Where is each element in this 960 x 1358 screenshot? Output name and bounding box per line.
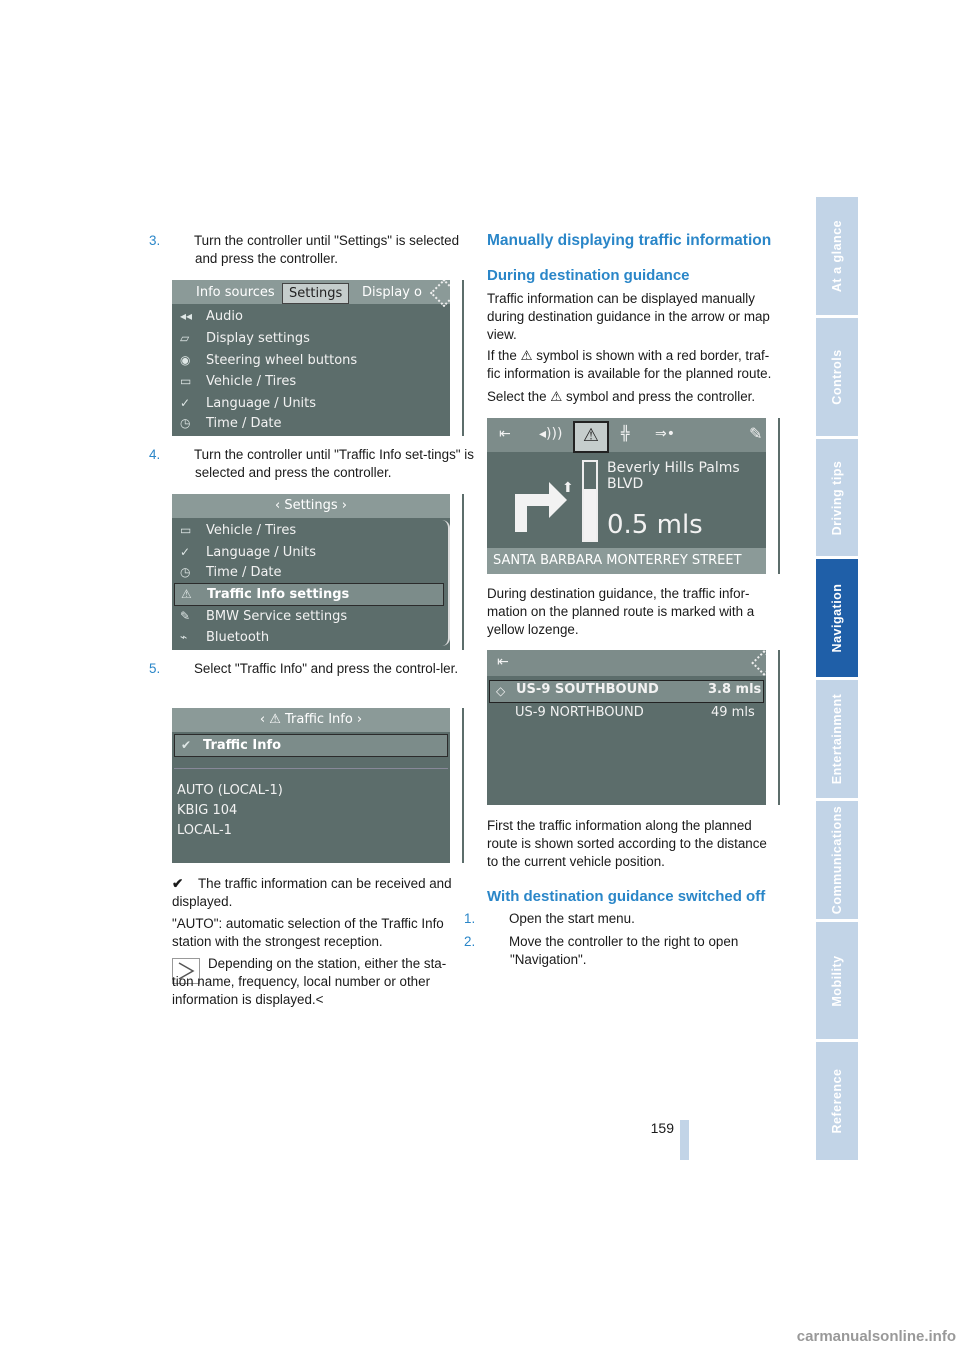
language-icon: ✓ (180, 545, 191, 559)
tab-display: Display o (362, 285, 423, 300)
car-icon: ▭ (180, 374, 192, 388)
menu-item: ◉ Steering wheel buttons (180, 350, 444, 371)
menu-item: ✎ BMW Service settings (180, 606, 444, 627)
traffic-warning-icon: ⚠ (181, 587, 192, 601)
step-4 (149, 446, 487, 482)
settings-list-screenshot (172, 494, 464, 650)
traffic-info-title-bar: ‹ ⚠ Traffic Info › (172, 708, 450, 732)
checkmark-icon: ✔ (172, 876, 184, 891)
clock-icon: ◷ (180, 416, 191, 430)
traffic-info-title: Traffic Info (285, 712, 353, 727)
auto-para: "AUTO": automatic selection of the Traffic Info station with the strongest reception. (172, 916, 444, 949)
menu-item: ⌁ Bluetooth (180, 627, 444, 648)
bluetooth-icon: ⌁ (180, 630, 188, 644)
step-text: Open the start menu. (509, 911, 635, 926)
street-name: Beverly Hills Palms BLVD (607, 460, 740, 492)
route-arrow-icon: ⇒• (655, 426, 675, 442)
display-icon: ▱ (180, 331, 190, 345)
menu-item: ✓ Language / Units (180, 542, 444, 563)
subsection-heading: With destination guidance switched off (487, 888, 766, 905)
lozenge-icon: ◇ (496, 684, 506, 698)
step-1 (464, 910, 802, 928)
step-text: Turn the controller until "Settings" is selected and press the controller. (194, 233, 460, 266)
cross-street: SANTA BARBARA MONTERREY STREET (493, 553, 742, 568)
step-5 (149, 660, 487, 678)
settings-menu-screenshot (172, 280, 464, 436)
check-para: ✔ The traffic information can be received and displayed. (172, 876, 452, 909)
settings-title-bar: ‹ Settings › (172, 494, 450, 518)
tab-settings: Settings (282, 283, 349, 304)
chapter-tab-at-a-glance[interactable]: At a glance (816, 197, 858, 315)
note-para: Depending on the station, either the sta-tion name, frequency, local number or other information is displayed.< (172, 956, 447, 1007)
para: Select the ⚠ symbol and press the controller. (487, 389, 756, 404)
traffic-info-screenshot (172, 708, 464, 863)
divider (174, 768, 448, 769)
image-code-strip (766, 418, 778, 574)
traffic-warning-icon: ⚠ (269, 712, 281, 727)
road-distance: 3.8 mls (708, 682, 762, 697)
toolbar (487, 650, 766, 676)
steering-wheel-icon: ◉ (180, 353, 191, 367)
audio-icon: ◂))) (539, 426, 563, 442)
tab-info-sources: Info sources (196, 285, 275, 300)
step-text: Select "Traffic Info" and press the control-ler. (194, 661, 459, 676)
traffic-list-screenshot (487, 650, 780, 805)
subsection-heading: During destination guidance (487, 267, 690, 284)
road-distance: 49 mls (711, 705, 755, 720)
chapter-tab-mobility[interactable]: Mobility (816, 922, 858, 1039)
image-code-strip (450, 494, 462, 650)
section-heading: Manually displaying traffic information (487, 232, 772, 249)
checkmark-icon: ✔ (181, 738, 192, 752)
station-item: LOCAL-1 (177, 823, 232, 838)
traffic-row (489, 704, 764, 725)
traffic-warning-button: ⚠ (573, 421, 609, 453)
step-number: 2. (464, 934, 476, 949)
arrow-view-screenshot (487, 418, 780, 574)
chapter-tab-reference[interactable]: Reference (816, 1042, 858, 1160)
settings-icon: ✎ (749, 424, 763, 443)
page-number: 159 (650, 1120, 674, 1136)
step-number: 5. (149, 661, 161, 676)
station-item: AUTO (LOCAL-1) (177, 783, 283, 798)
menu-item: ◷ Time / Date (180, 413, 444, 434)
distance-bar (582, 460, 598, 542)
menu-item: ▭ Vehicle / Tires (180, 520, 444, 541)
language-icon: ✓ (180, 396, 191, 410)
step-3 (149, 232, 485, 268)
tab-bar (172, 280, 450, 304)
menu-item: ✓ Language / Units (180, 393, 444, 414)
road-name: US-9 NORTHBOUND (515, 705, 644, 720)
image-code-strip (766, 650, 778, 805)
chapter-tab-entertainment[interactable]: Entertainment (816, 680, 858, 798)
route-icon: ╬ (621, 426, 630, 442)
turn-arrow-icon (509, 464, 569, 534)
image-code-strip (450, 280, 462, 436)
back-icon: ⇤ (499, 426, 511, 442)
road-name: US-9 SOUTHBOUND (516, 682, 659, 697)
distance: 0.5 mls (607, 510, 703, 540)
traffic-warning-icon: ⚠ (520, 348, 533, 363)
menu-item: ▭ Vehicle / Tires (180, 371, 444, 392)
chapter-tab-navigation[interactable]: Navigation (816, 559, 858, 677)
page-marker (680, 1120, 689, 1160)
para: First the traffic information along the planned route is shown sorted according to the distance to the current vehicle position. (487, 818, 767, 869)
chapter-tab-controls[interactable]: Controls (816, 318, 858, 436)
chapter-tab-communications[interactable]: Communications (816, 801, 858, 919)
traffic-warning-icon: ⚠ (550, 389, 563, 404)
clock-icon: ◷ (180, 565, 191, 579)
traffic-row-highlighted (489, 680, 764, 703)
chapter-tab-driving-tips[interactable]: Driving tips (816, 439, 858, 556)
menu-item: ◂◂ Audio (180, 306, 444, 327)
image-code-strip (450, 708, 462, 863)
scrollbar (442, 520, 450, 646)
service-icon: ✎ (180, 609, 191, 623)
traffic-info-checkbox-row: ✔ Traffic Info (174, 734, 448, 757)
menu-item-highlighted: ⚠ Traffic Info settings (174, 583, 444, 606)
lane-arrow-icon: ⬆ (562, 480, 574, 496)
distance-bar-fill (584, 489, 596, 540)
settings-title: Settings (284, 498, 338, 513)
car-icon: ▭ (180, 523, 192, 537)
station-item: KBIG 104 (177, 803, 238, 818)
step-number: 3. (149, 233, 161, 248)
menu-item: ◷ Time / Date (180, 562, 444, 583)
step-text: Turn the controller until "Traffic Info set-tings" is selected and press the controller. (194, 447, 474, 480)
step-number: 1. (464, 911, 476, 926)
audio-icon: ◂◂ (180, 309, 193, 323)
chapter-index (816, 197, 858, 1160)
back-icon: ⇤ (497, 654, 509, 670)
watermark: carmanualsonline.info (796, 1328, 956, 1345)
step-2 (464, 933, 802, 969)
para: Traffic information can be displayed manually during destination guidance in the arrow or map view. (487, 291, 770, 342)
step-number: 4. (149, 447, 161, 462)
menu-item: ▱ Display settings (180, 328, 444, 349)
para: If the ⚠ symbol is shown with a red border, traf-fic information is available for the planned route. (487, 348, 772, 381)
step-text: Move the controller to the right to open "Navigation". (509, 934, 739, 967)
para: During destination guidance, the traffic infor-mation on the planned route is marked with a yellow lozenge. (487, 586, 755, 637)
